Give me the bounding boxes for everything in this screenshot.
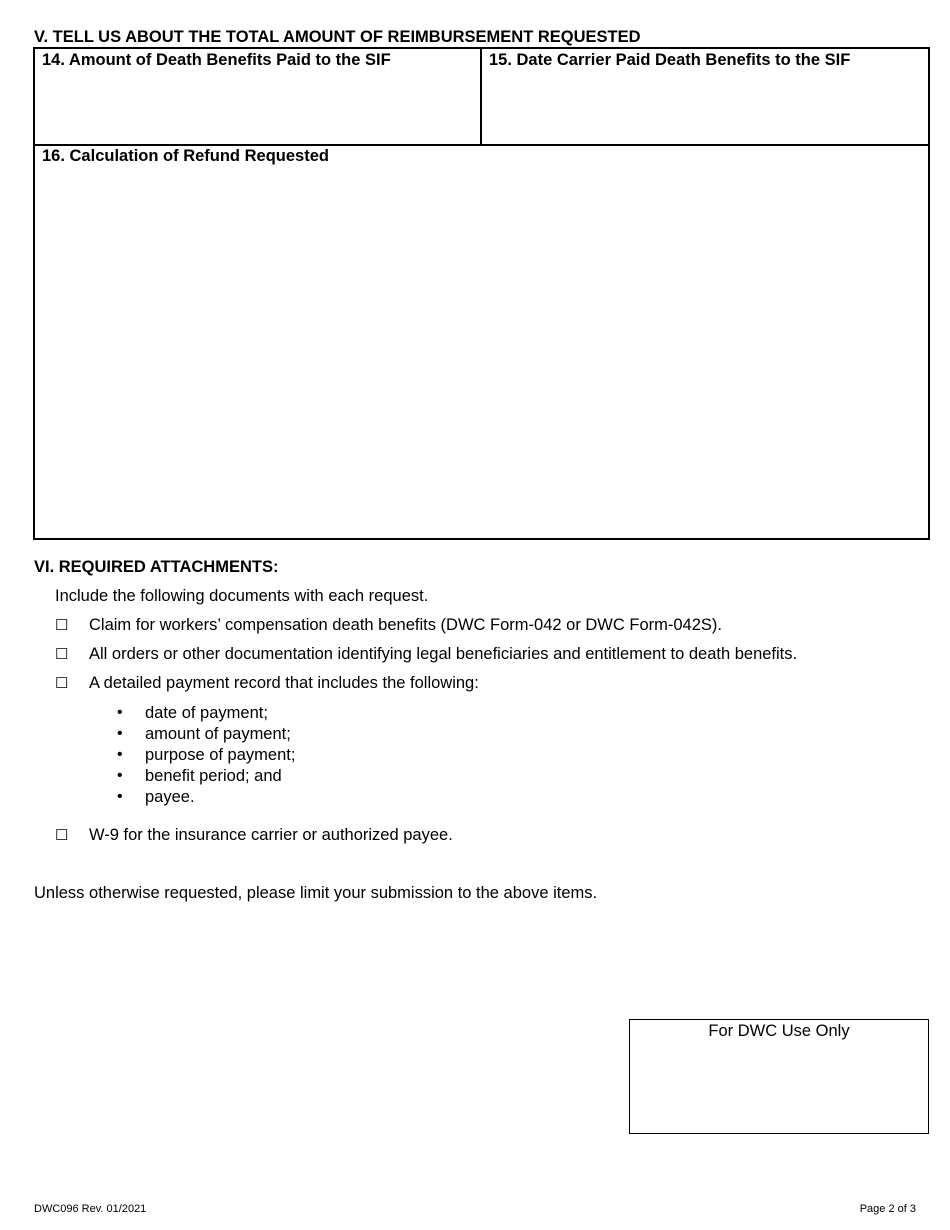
list-item-payee: payee. — [145, 788, 195, 806]
section-6-intro: Include the following documents with each request. — [55, 587, 429, 605]
bullet-icon: • — [117, 704, 123, 721]
field-15-label: 15. Date Carrier Paid Death Benefits to the SIF — [489, 51, 851, 69]
checkbox-claim-form[interactable]: ☐ — [55, 617, 69, 634]
field-16-label: 16. Calculation of Refund Requested — [42, 147, 329, 165]
bullet-icon: • — [117, 746, 123, 763]
bullet-icon: • — [117, 767, 123, 784]
checkbox-label-beneficiary-orders: All orders or other documentation identifying legal beneficiaries and entitlement to death benefits. — [89, 645, 798, 663]
field-15-date-paid[interactable] — [480, 47, 930, 147]
dwc-use-only-box — [629, 1019, 929, 1134]
list-item-benefit-period: benefit period; and — [145, 767, 282, 785]
dwc-use-only-label: For DWC Use Only — [708, 1022, 850, 1040]
bullet-icon: • — [117, 788, 123, 805]
list-item-amount-of-payment: amount of payment; — [145, 725, 291, 743]
closing-note: Unless otherwise requested, please limit your submission to the above items. — [34, 884, 598, 902]
field-16-refund-calculation[interactable] — [33, 144, 930, 540]
page-number: Page 2 of 3 — [859, 1203, 916, 1215]
checkbox-label-w9: W-9 for the insurance carrier or authorized payee. — [89, 826, 453, 844]
checkbox-beneficiary-orders[interactable]: ☐ — [55, 646, 69, 663]
bullet-icon: • — [117, 725, 123, 742]
section-6-title: VI. REQUIRED ATTACHMENTS: — [34, 558, 279, 576]
form-id: DWC096 Rev. 01/2021 — [34, 1203, 147, 1215]
list-item-date-of-payment: date of payment; — [145, 704, 268, 722]
field-14-label: 14. Amount of Death Benefits Paid to the SIF — [42, 51, 391, 69]
checkbox-w9[interactable]: ☐ — [55, 827, 69, 844]
checkbox-label-claim-form: Claim for workers’ compensation death benefits (DWC Form-042 or DWC Form-042S). — [89, 616, 722, 634]
section-5-title: V. TELL US ABOUT THE TOTAL AMOUNT OF REIMBURSEMENT REQUESTED — [34, 28, 641, 46]
checkbox-label-payment-record: A detailed payment record that includes the following: — [89, 674, 479, 692]
checkbox-payment-record[interactable]: ☐ — [55, 675, 69, 692]
field-14-amount-paid[interactable] — [33, 47, 482, 147]
list-item-purpose-of-payment: purpose of payment; — [145, 746, 296, 764]
